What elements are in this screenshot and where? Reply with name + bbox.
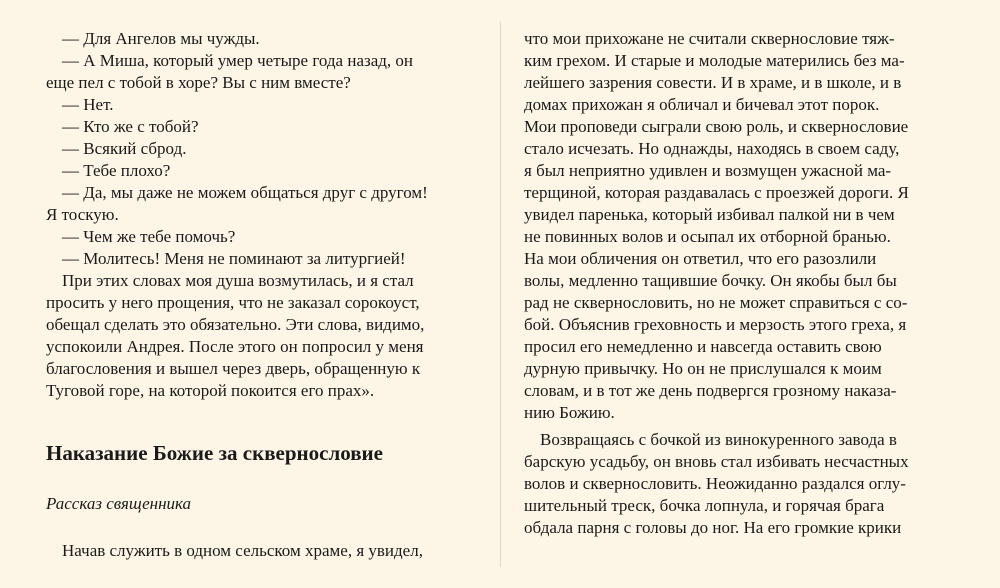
text-line: — Для Ангелов мы чужды. — [62, 29, 260, 48]
text-line: — Всякий сброд. — [62, 139, 187, 158]
text-line: дурную привычку. Но он не прислушался к моим — [524, 359, 882, 378]
chapter-subheading: Рассказ священника — [46, 494, 192, 513]
text-line: — Молитесь! Меня не поминают за литургией! — [62, 249, 406, 268]
text-line: — А Миша, который умер четыре года назад, он — [62, 51, 413, 70]
text-line: терщиной, которая раздавалась с проезжей дороги. Я — [524, 183, 909, 202]
text-line: стало исчезать. Но однажды, находясь в своем саду, — [524, 139, 900, 158]
text-line: рад не сквернословить, но не может справиться с со- — [524, 293, 908, 312]
text-line: Туговой горе, на которой покоится его прах». — [46, 381, 375, 400]
text-line: волов и сквернословить. Неожиданно раздался оглу- — [524, 474, 906, 493]
text-line: что мои прихожане не считали сквернословие тяж- — [524, 29, 895, 48]
text-line: нию Божию. — [524, 403, 615, 422]
text-line: увидел паренька, который избивал палкой ни в чем — [524, 205, 895, 224]
text-line: — Тебе плохо? — [62, 161, 171, 180]
text-line: просил его немедленно и навсегда оставить свою — [524, 337, 882, 356]
text-line: домах прихожан я обличал и бичевал этот порок. — [524, 95, 880, 114]
text-line: При этих словах моя душа возмутилась, и я стал — [62, 271, 414, 290]
text-line: я был неприятно удивлен и возмущен ужасной ма- — [524, 161, 892, 180]
text-line: — Кто же с тобой? — [62, 117, 199, 136]
text-line: Возвращаясь с бочкой из винокуренного завода в — [540, 430, 897, 449]
text-line: волы, медленно тащившие бочку. Он якобы был бы — [524, 271, 897, 290]
text-line: На мои обличения он ответил, что его разозлили — [524, 249, 877, 268]
text-line: не повинных волов и осыпал их отборной бранью. — [524, 227, 891, 246]
text-line: бой. Объяснив греховность и мерзость этого греха, я — [524, 315, 907, 334]
text-line: успокоили Андрея. После этого он попросил у меня — [46, 337, 424, 356]
text-line: — Да, мы даже не можем общаться друг с другом! — [62, 183, 428, 202]
text-line: Я тоскую. — [46, 205, 119, 224]
text-line: Начав служить в одном сельском храме, я увидел, — [62, 541, 423, 560]
text-line: просить у него прощения, что не заказал сорокоуст, — [46, 293, 420, 312]
text-line: еще пел с тобой в хоре? Вы с ним вместе? — [46, 73, 351, 92]
text-line: — Чем же тебе помочь? — [62, 227, 236, 246]
text-line: обещал сделать это обязательно. Эти слова, видимо, — [46, 315, 425, 334]
text-line: ким грехом. И старые и молодые матерились без ма- — [524, 51, 905, 70]
page-divider — [500, 22, 501, 567]
text-line: словам, и в тот же день подвергся грозному наказа- — [524, 381, 897, 400]
text-line: шительный треск, бочка лопнула, и горячая брага — [524, 496, 885, 515]
text-line: барскую усадьбу, он вновь стал избивать несчастных — [524, 452, 909, 471]
text-line: Мои проповеди сыграли свою роль, и сквернословие — [524, 117, 909, 136]
text-line: благословения и вышел через дверь, обращенную к — [46, 359, 421, 378]
text-line: — Нет. — [62, 95, 114, 114]
text-line: лейшего зазрения совести. И в храме, и в школе, и в — [524, 73, 902, 92]
chapter-heading: Наказание Божие за сквернословие — [46, 441, 383, 465]
text-line: обдала парня с головы до ног. На его громкие крики — [524, 518, 902, 537]
